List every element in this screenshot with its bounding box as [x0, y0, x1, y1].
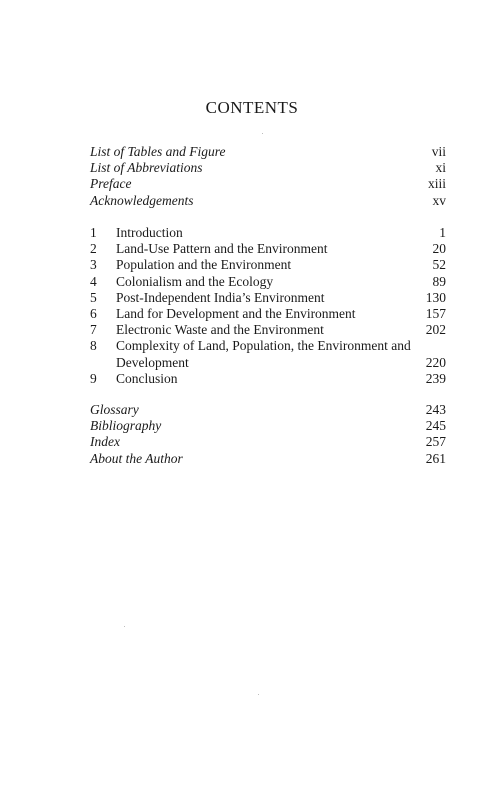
scan-speck [124, 626, 125, 627]
toc-entry-page: 257 [425, 434, 446, 450]
toc-entry [90, 144, 446, 160]
toc-entry [90, 402, 446, 418]
chapter-title: Conclusion [116, 370, 178, 386]
chapter-title: Electronic Waste and the Environment [116, 322, 324, 338]
toc-entry-label: Acknowledgements [90, 192, 194, 208]
chapter-page: 130 [425, 289, 446, 305]
chapter-entry [90, 338, 446, 370]
chapter-number: 5 [90, 289, 97, 305]
toc-entry-label: Bibliography [90, 418, 162, 434]
chapter-title: Colonialism and the Ecology [116, 273, 274, 289]
toc-entry-label: List of Tables and Figure [90, 144, 226, 159]
chapter-title: Post-Independent India’s Environment [116, 289, 325, 305]
toc-entry-page: 243 [425, 402, 446, 417]
chapter-title: Complexity of Land, Population, the Environment and Development [116, 338, 411, 370]
chapter-page: 220 [425, 354, 446, 370]
toc-entry [90, 193, 446, 209]
chapter-number: 7 [90, 322, 97, 338]
front-matter-list [90, 144, 446, 209]
toc-entry-page: xv [432, 192, 446, 208]
toc-entry-label: Preface [90, 176, 132, 192]
chapter-number: 9 [90, 370, 97, 386]
chapter-page: 89 [432, 273, 446, 289]
chapter-title: Population and the Environment [116, 257, 292, 273]
chapter-page: 239 [425, 370, 446, 386]
toc-entry [90, 434, 446, 450]
chapter-page: 202 [425, 322, 446, 338]
scan-speck [258, 694, 259, 695]
chapter-entry [90, 322, 446, 338]
toc-entry [90, 160, 446, 176]
chapter-entry [90, 306, 446, 322]
toc-entry-label: Glossary [90, 402, 139, 417]
chapter-entry [90, 290, 446, 306]
chapter-entry [90, 257, 446, 273]
scan-speck [262, 133, 263, 134]
toc-entry [90, 418, 446, 434]
chapter-title: Land-Use Pattern and the Environment [116, 241, 328, 257]
chapter-number: 6 [90, 305, 97, 321]
chapter-number: 1 [90, 225, 97, 240]
chapter-entry [90, 274, 446, 290]
chapter-entry [90, 371, 446, 387]
chapter-number: 4 [90, 273, 97, 289]
chapter-title: Introduction [116, 225, 183, 240]
toc-entry-page: xiii [427, 176, 446, 192]
toc-entry-page: vii [431, 144, 446, 159]
back-matter-list [90, 402, 446, 467]
chapter-entry [90, 225, 446, 241]
chapter-page: 1 [439, 225, 446, 240]
chapter-entry [90, 241, 446, 257]
chapter-number: 8 [90, 338, 97, 354]
toc-entry-label: Index [90, 434, 120, 450]
chapter-page: 52 [432, 257, 446, 273]
toc-entry [90, 451, 446, 467]
toc-entry-page: 261 [425, 450, 446, 466]
chapter-number: 2 [90, 241, 97, 257]
toc-entry [90, 176, 446, 192]
toc-entry-page: xi [435, 160, 446, 176]
chapter-title: Land for Development and the Environment [116, 305, 356, 321]
chapter-number: 3 [90, 257, 97, 273]
chapter-page: 157 [425, 305, 446, 321]
contents-heading: CONTENTS [205, 98, 299, 117]
chapter-list [90, 225, 446, 387]
toc-entry-page: 245 [425, 418, 446, 434]
toc-entry-label: List of Abbreviations [90, 160, 203, 176]
toc-entry-label: About the Author [90, 450, 183, 466]
chapter-page: 20 [432, 241, 446, 257]
